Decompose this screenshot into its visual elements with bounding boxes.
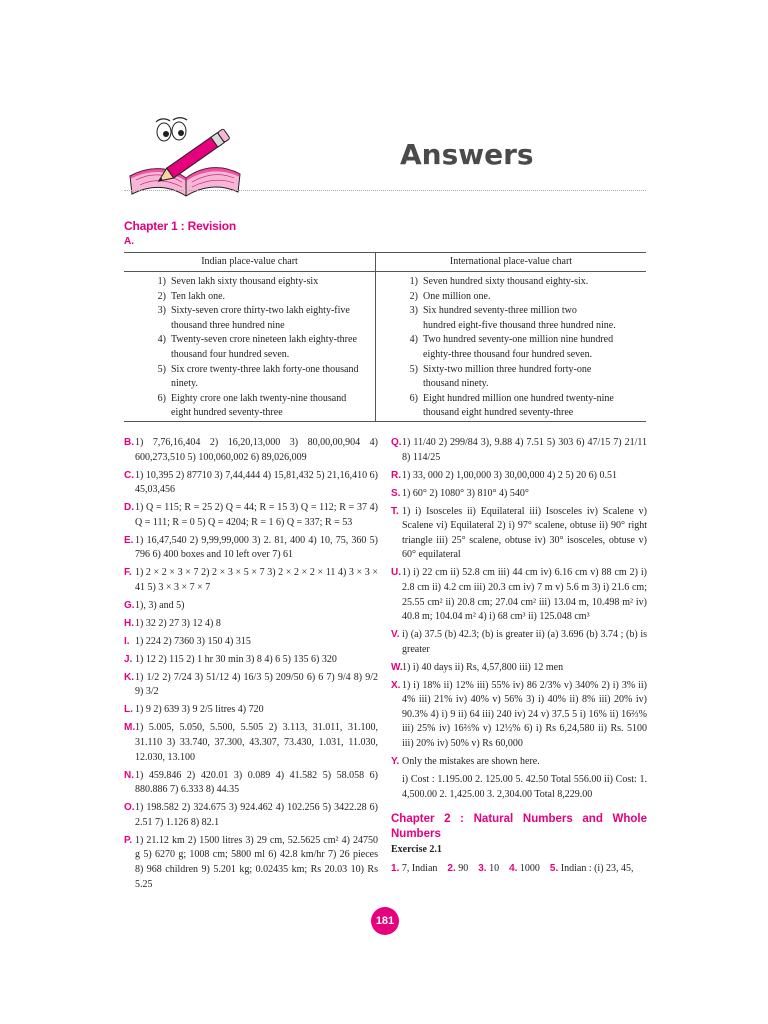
item-text: Sixty-two million three hundred forty-one	[423, 363, 592, 375]
entry-text: 1) 198.582 2) 324.675 3) 924.462 4) 102.256 5) 3422.28 6) 2.51 7) 1.126 8) 82.1	[135, 802, 378, 828]
entry-text: 1), 3) and 5)	[135, 599, 185, 611]
item-number: 4)	[157, 334, 166, 346]
entry-letter: D.	[124, 502, 134, 514]
entry-text: 1) i) 18% ii) 12% iii) 55% iv) 86 2/3% v) 340% 2) i) 3% ii) 4% iii) 21% iv) 40% v) 56% 3) i) 40% ii) 8% iii) 20% iv) 90.3% 4) i) 9 ii) 64 iii) 240 iv) 24 v) 37.5 5 i) 16% ii) 16⅔% iii) 25% iv) 16⅔% v) 12½% 6) i) Rs 6,24,580 ii) Rs. 5100 iii) 20% iv) 50% v) Rs 60,000	[402, 679, 647, 750]
item-text: thousand four hundred seven.	[171, 348, 290, 360]
list-item	[394, 363, 646, 378]
answers-right-column	[391, 436, 647, 877]
entry-text: 1) 12 2) 115 2) 1 hr 30 min 3) 8 4) 6 5) 135 6) 320	[135, 653, 337, 665]
item-text: ninety.	[171, 378, 198, 390]
item-text: Six crore twenty-three lakh forty-one thousand	[171, 363, 359, 375]
exercise-number: 4.	[509, 862, 518, 874]
table-header-international: International place-value chart	[376, 253, 647, 272]
answer-entry	[124, 599, 378, 614]
entry-letter: J.	[124, 653, 133, 665]
entry-text: 1) 33, 000 2) 1,00,000 3) 30,00,000 4) 2 5) 20 6) 0.51	[402, 469, 617, 481]
list-item	[142, 348, 375, 363]
list-item	[142, 304, 375, 319]
item-text: Eight hundred million one hundred twenty-nine	[423, 392, 614, 404]
chapter-1-heading: Chapter 1 : Revision	[124, 219, 237, 233]
list-item	[142, 377, 375, 392]
entry-text: 1) 9 2) 639 3) 9 2/5 litres 4) 720	[135, 704, 264, 716]
exercise-heading: Exercise 2.1	[391, 844, 442, 856]
place-value-table	[124, 252, 646, 422]
item-text: Seven hundred sixty thousand eighty-six.	[423, 276, 589, 287]
list-item	[142, 333, 375, 348]
answer-entry	[124, 501, 378, 530]
exercise-answers	[391, 862, 647, 877]
item-number	[142, 377, 171, 392]
international-list	[376, 275, 646, 421]
entry-text: 1) 7,76,16,404 2) 16,20,13,000 3) 80,00,00,904 4) 600,273,510 5) 100,060,002 6) 89,026,009	[135, 437, 378, 463]
table-header-indian: Indian place-value chart	[124, 253, 376, 272]
indian-column	[124, 272, 376, 422]
answer-entry	[391, 661, 647, 676]
answer-entry	[124, 566, 378, 595]
list-item	[394, 348, 646, 363]
answer-entry	[124, 469, 378, 498]
item-number: 5)	[157, 363, 166, 375]
item-number	[142, 406, 171, 421]
item-number	[394, 377, 423, 392]
answer-entry	[391, 628, 647, 657]
item-number: 2)	[409, 290, 418, 302]
exercise-answer: 1000	[519, 862, 540, 874]
entry-letter: G.	[124, 599, 135, 611]
entry-letter: Y.	[391, 756, 400, 767]
entry-text: 1) 224 2) 7360 3) 150 4) 315	[135, 635, 251, 647]
entry-text: 1) i) 22 cm ii) 52.8 cm iii) 44 cm iv) 6.16 cm v) 88 cm 2) i) 2.8 cm ii) 4.2 cm iii) 20.3 cm iv) 7 m v) 5.6 m 3) i) 21.6 cm; 25.55 cm² ii) 20.8 cm; 27.04 cm² iii) 13.04 m, 10.498 m² iv) 40.8 m; 104.04 m² 4) i) 68 cm³ ii) 125.048 cm³	[402, 567, 647, 623]
exercise-answer: 90	[458, 862, 469, 874]
right-entries	[391, 436, 647, 770]
exercise-number: 2.	[447, 862, 456, 874]
y-detail: i) Cost : 1.195.00 2. 125.00 5. 42.50 Total 556.00 ii) Cost: 1. 4,500.00 2. 1,425.00 3. 2,304.00 Total 8,229.00	[402, 773, 647, 800]
entry-text: 1) 32 2) 27 3) 12 4) 8	[135, 617, 221, 629]
answer-entry	[124, 671, 378, 700]
item-text: thousand eight hundred seventy-three	[423, 407, 574, 419]
answer-entry	[124, 721, 378, 765]
item-text: thousand ninety.	[423, 378, 489, 390]
entry-letter: X.	[391, 679, 401, 691]
list-item	[394, 333, 646, 348]
answer-entry	[124, 653, 378, 668]
entry-text: 1) i) 40 days ii) Rs, 4,57,800 iii) 12 men	[402, 661, 564, 673]
answer-entry	[391, 469, 647, 484]
entry-letter: N.	[124, 769, 134, 781]
item-text: hundred eight-five thousand three hundred nine.	[423, 319, 616, 331]
exercise-answer: Indian : (i) 23, 45,	[560, 862, 634, 874]
answer-entry	[391, 566, 647, 624]
exercise-number: 3.	[478, 862, 487, 874]
entry-text: 1) 60° 2) 1080° 3) 810° 4) 540°	[402, 487, 529, 499]
list-item	[142, 275, 375, 290]
answer-entry	[124, 436, 378, 465]
entry-letter: W.	[391, 661, 403, 673]
entry-text: Only the mistakes are shown here.	[402, 756, 540, 767]
item-number: 6)	[409, 392, 418, 404]
entry-letter: V.	[391, 629, 400, 641]
list-item	[394, 290, 646, 305]
entry-text: 1) 5.005, 5.050, 5.500, 5.505 2) 3.113, 31.011, 31.100, 31.110 3) 33.740, 37.300, 43.307, 73.430, 1.031, 11.030, 12.030, 13.100	[135, 722, 378, 763]
list-item	[394, 406, 646, 421]
exercise-answer: 10	[489, 862, 500, 874]
item-number	[142, 319, 171, 334]
exercise-number: 1.	[391, 862, 400, 874]
item-text: Eighty crore one lakh twenty-nine thousand	[171, 392, 347, 404]
item-number	[142, 348, 171, 363]
item-text: Two hundred seventy-one million nine hundred	[423, 334, 614, 346]
entry-text: 1) 10,395 2) 87710 3) 7,44,444 4) 15,81,432 5) 21,16,410 6) 45,03,456	[135, 469, 378, 496]
answer-entry	[124, 534, 378, 563]
answer-entry	[124, 617, 378, 632]
entry-letter: C.	[124, 469, 134, 481]
entry-letter: R.	[391, 469, 401, 481]
answer-entry	[124, 801, 378, 830]
item-number	[394, 348, 423, 363]
answers-left-column	[124, 436, 378, 895]
item-text: Sixty-seven crore thirty-two lakh eighty-five	[171, 305, 350, 317]
item-number	[394, 319, 423, 334]
answer-entry	[124, 834, 378, 892]
item-number: 2)	[157, 290, 166, 302]
international-column	[376, 272, 647, 422]
item-number: 1)	[409, 276, 418, 287]
exercise-answer: 7, Indian	[401, 862, 438, 874]
answer-entry	[391, 679, 647, 752]
entry-letter: L.	[124, 704, 133, 716]
section-a-label: A.	[124, 236, 134, 247]
pencil-book-mascot-icon	[122, 114, 246, 202]
entry-letter: P.	[124, 834, 133, 846]
entry-letter: K.	[124, 671, 134, 683]
item-text: eighty-three thousand four hundred seven.	[423, 348, 593, 360]
entry-text: 1) 11/40 2) 299/84 3), 9.88 4) 7.51 5) 303 6) 47/15 7) 21/11 8) 114/25	[402, 437, 647, 463]
answer-entry	[124, 703, 378, 718]
entry-letter: B.	[124, 437, 134, 448]
entry-text: 1) 16,47,540 2) 9,99,99,000 3) 2. 81, 400 4) 10, 75, 360 5) 796 6) 400 boxes and 10 left over 7) 61	[135, 534, 378, 561]
entry-text: i) (a) 37.5 (b) 42.3; (b) is greater ii) (a) 3.696 (b) 3.74 ; (b) is greater	[402, 629, 647, 655]
entry-letter: U.	[391, 567, 401, 579]
entry-letter: T.	[391, 505, 399, 517]
item-number: 6)	[157, 392, 166, 404]
list-item	[142, 363, 375, 378]
page-title: Answers	[400, 138, 534, 171]
chapter-2-heading: Chapter 2 : Natural Numbers and Whole Numbers	[391, 813, 647, 840]
entry-letter: E.	[124, 534, 134, 546]
list-item	[142, 406, 375, 421]
list-item	[394, 392, 646, 407]
list-item	[142, 319, 375, 334]
item-text: eight hundred seventy-three	[171, 407, 283, 419]
entry-letter: O.	[124, 802, 135, 814]
entry-letter: Q.	[391, 437, 402, 448]
exercise-number: 5.	[549, 862, 559, 874]
entry-letter: S.	[391, 487, 401, 499]
item-text: One million one.	[423, 290, 491, 302]
item-text: Twenty-seven crore nineteen lakh eighty-three	[171, 334, 357, 346]
answer-entry	[391, 505, 647, 563]
list-item	[142, 392, 375, 407]
indian-list	[124, 275, 375, 421]
answer-entry	[391, 755, 647, 770]
list-item	[394, 275, 646, 290]
item-text: thousand three hundred nine	[171, 319, 285, 331]
title-divider	[124, 190, 646, 191]
item-number: 4)	[409, 334, 418, 346]
entry-text: 1) 2 × 2 × 3 × 7 2) 2 × 3 × 5 × 7 3) 2 × 2 × 2 × 11 4) 3 × 3 × 41 5) 3 × 3 × 7 × 7	[135, 567, 378, 593]
answer-entry	[124, 635, 378, 650]
item-number: 3)	[157, 305, 166, 317]
list-item	[142, 290, 375, 305]
answer-entry	[391, 487, 647, 502]
item-text: Six hundred seventy-three million two	[423, 305, 577, 317]
answer-entry	[391, 436, 647, 465]
item-number: 5)	[409, 363, 418, 375]
entry-text: 1) Q = 115; R = 25 2) Q = 44; R = 15 3) Q = 112; R = 37 4) Q = 111; R = 0 5) Q = 4204; R = 1 6) Q = 337; R = 53	[135, 502, 378, 528]
entry-text: 1) i) Isosceles ii) Equilateral iii) Isosceles iv) Scalene v) Scalene vi) Equilateral 2) i) 97° scalene, obtuse ii) 90° right triangle iii) 25° scalene, obtuse iv) 30° isosceles, obtuse v) 60° equilateral	[402, 505, 647, 561]
list-item	[394, 377, 646, 392]
item-text: Ten lakh one.	[171, 290, 226, 302]
item-text: Seven lakh sixty thousand eighty-six	[171, 276, 319, 287]
entry-letter: F.	[124, 567, 132, 579]
entry-text: 1) 1/2 2) 7/24 3) 51/12 4) 16/3 5) 209/50 6) 6 7) 9/4 8) 9/2 9) 3/2	[135, 671, 378, 698]
page-number: 181	[371, 907, 399, 935]
item-number: 1)	[157, 276, 166, 287]
entry-text: 1) 21.12 km 2) 1500 litres 3) 29 cm, 52.5625 cm² 4) 24750 g 5) 6270 g; 1008 cm; 5800 ml 6) 42.8 km/hr 7) 26 pieces 8) 968 children 9) 5.201 kg; 0.02435 km; Rs 20.03 10) Rs 5.25	[135, 834, 378, 890]
list-item	[394, 304, 646, 319]
entry-letter: H.	[124, 617, 134, 629]
list-item	[394, 319, 646, 334]
answer-entry	[124, 769, 378, 798]
entry-letter: M.	[124, 722, 136, 734]
item-number	[394, 406, 423, 421]
item-number: 3)	[409, 305, 418, 317]
entry-text: 1) 459.846 2) 420.01 3) 0.089 4) 41.582 5) 58.058 6) 880.886 7) 6.333 8) 44.35	[135, 769, 378, 796]
entry-letter: I.	[124, 635, 130, 647]
